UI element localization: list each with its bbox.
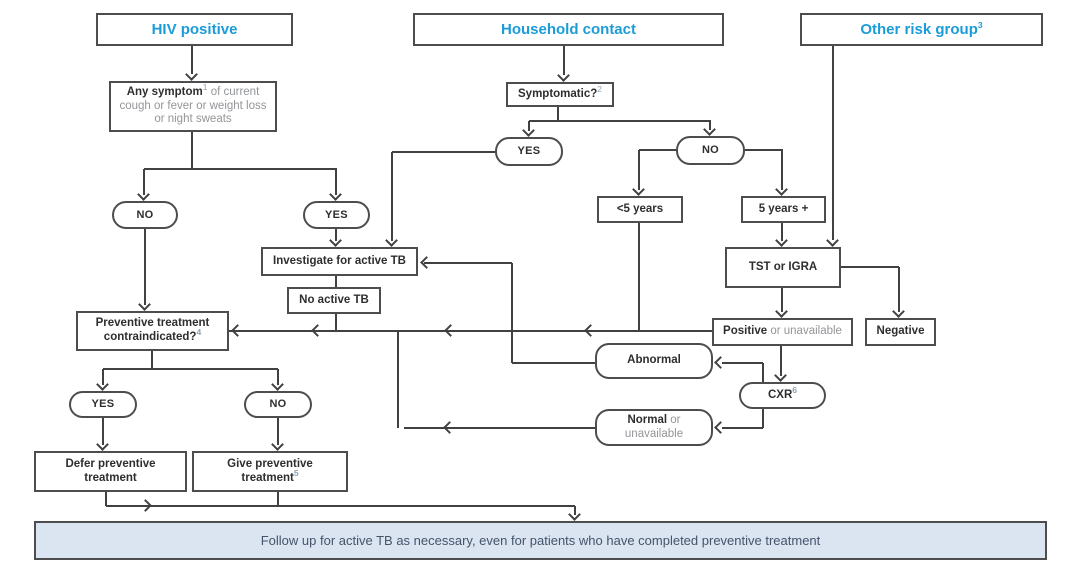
arrowhead-icon	[584, 324, 597, 337]
no-label: NO	[701, 144, 720, 157]
yes-label: YES	[325, 208, 348, 221]
arrowhead-icon	[444, 324, 457, 337]
footer-text: Follow up for active TB as necessary, even for patients who have completed preventive treatment	[260, 533, 821, 548]
connector-line	[424, 262, 512, 264]
arrowhead-icon	[137, 188, 150, 201]
connector-line	[722, 427, 763, 429]
connector-line	[106, 505, 575, 507]
arrowhead-icon	[96, 378, 109, 391]
connector-line	[832, 46, 834, 240]
node-normal-or-unavailable	[595, 409, 713, 446]
connector-line	[144, 168, 337, 170]
node-hiv-symptom-no	[112, 201, 178, 229]
arrowhead-icon	[138, 298, 151, 311]
connector-line	[105, 492, 107, 506]
connector-line	[397, 331, 399, 428]
header-hiv-positive	[96, 13, 293, 46]
node-symptomatic-yes	[495, 137, 563, 166]
arrowhead-icon	[443, 421, 456, 434]
node-no-active-tb	[287, 287, 381, 314]
node-defer-label: Defer preventive treatment	[65, 457, 156, 484]
connector-line	[722, 362, 763, 364]
connector-line	[191, 132, 193, 169]
connector-line	[335, 276, 337, 287]
node-symptomatic	[506, 82, 614, 107]
header-other-risk-group	[800, 13, 1043, 46]
node-any-symptom-label: Any symptom$^1$ of current cough or fever or weight loss or night sweats	[119, 82, 267, 126]
node-5-years-plus	[741, 196, 826, 223]
connector-line	[335, 314, 337, 331]
connector-line	[557, 107, 559, 121]
arrowhead-icon	[775, 305, 788, 318]
connector-line	[841, 266, 899, 268]
node-under-5-years	[597, 196, 683, 223]
arrowhead-icon	[329, 188, 342, 201]
arrowhead-icon	[311, 324, 324, 337]
arrowhead-icon	[714, 421, 727, 434]
arrowhead-icon	[185, 68, 198, 81]
arrowhead-icon	[557, 69, 570, 82]
node-abnormal-label: Abnormal	[627, 354, 681, 367]
node-positive-label: Positive or unavailable	[723, 325, 842, 338]
connector-line	[511, 263, 513, 363]
connector-line	[529, 120, 711, 122]
arrowhead-icon	[329, 234, 342, 247]
node-preventive-treatment-contraindicated	[76, 311, 229, 351]
connector-line	[762, 409, 764, 428]
node-defer-preventive-treatment	[34, 451, 187, 492]
node-give-preventive-treatment	[192, 451, 348, 492]
arrowhead-icon	[774, 369, 787, 382]
arrowhead-icon	[385, 234, 398, 247]
node-positive-or-unavailable	[712, 318, 853, 346]
connector-line	[144, 229, 146, 305]
connector-line	[638, 223, 640, 331]
node-normal-label: Normal or unavailable	[624, 413, 684, 440]
connector-line	[277, 492, 279, 506]
arrowhead-icon	[522, 124, 535, 137]
connector-line	[391, 152, 393, 241]
node-investigate-label: Investigate for active TB	[273, 254, 406, 267]
node-negative-label: Negative	[876, 325, 925, 338]
node-contraindicated-yes	[69, 391, 137, 418]
node-contraindicated-label: Preventive treatment contraindicated?$^4$	[95, 317, 210, 343]
connector-line	[151, 351, 153, 369]
connector-line	[103, 368, 278, 370]
arrowhead-icon	[139, 499, 152, 512]
node-symptomatic-no	[676, 136, 745, 165]
connector-line	[762, 363, 764, 382]
footer-follow-up-bar	[34, 521, 1047, 560]
node-investigate-active-tb	[261, 247, 418, 276]
arrowhead-icon	[231, 324, 244, 337]
node-any-symptom	[109, 81, 277, 132]
arrowhead-icon	[714, 356, 727, 369]
arrowhead-icon	[703, 123, 716, 136]
arrowhead-icon	[271, 438, 284, 451]
node-hiv-symptom-yes	[303, 201, 370, 229]
arrowhead-icon	[420, 256, 433, 269]
node-no-active-tb-label: No active TB	[299, 293, 369, 306]
node-cxr	[739, 382, 826, 409]
node-tst-or-igra	[725, 247, 841, 288]
connector-line	[229, 330, 712, 332]
node-over5-label: 5 years +	[758, 202, 809, 215]
node-contraindicated-no	[244, 391, 312, 418]
header-household-contact	[413, 13, 724, 46]
node-tst-label: TST or IGRA	[748, 260, 818, 273]
node-cxr-label: CXR$^6$	[767, 384, 797, 401]
arrowhead-icon	[96, 438, 109, 451]
connector-line	[639, 149, 677, 151]
node-negative	[865, 318, 936, 346]
connector-line	[404, 427, 595, 429]
node-under5-label: <5 years	[616, 202, 664, 215]
arrowhead-icon	[271, 378, 284, 391]
header-other-risk-group-label: Other risk group$^3$	[860, 19, 983, 38]
arrowhead-icon	[826, 234, 839, 247]
arrowhead-icon	[632, 183, 645, 196]
yes-label: YES	[517, 145, 541, 158]
header-household-contact-label: Household contact	[500, 20, 636, 38]
node-abnormal	[595, 343, 713, 379]
arrowhead-icon	[568, 508, 581, 521]
yes-label: YES	[91, 398, 115, 411]
arrowhead-icon	[775, 234, 788, 247]
connector-line	[392, 151, 495, 153]
connector-line	[745, 149, 783, 151]
node-give-label: Give preventive treatment$^5$	[227, 457, 313, 484]
no-label: NO	[136, 208, 154, 221]
header-hiv-positive-label: HIV positive	[151, 20, 238, 38]
node-symptomatic-label: Symptomatic?$^2$	[518, 83, 602, 100]
arrowhead-icon	[892, 305, 905, 318]
no-label: NO	[269, 398, 287, 411]
connector-line	[512, 362, 595, 364]
arrowhead-icon	[775, 183, 788, 196]
